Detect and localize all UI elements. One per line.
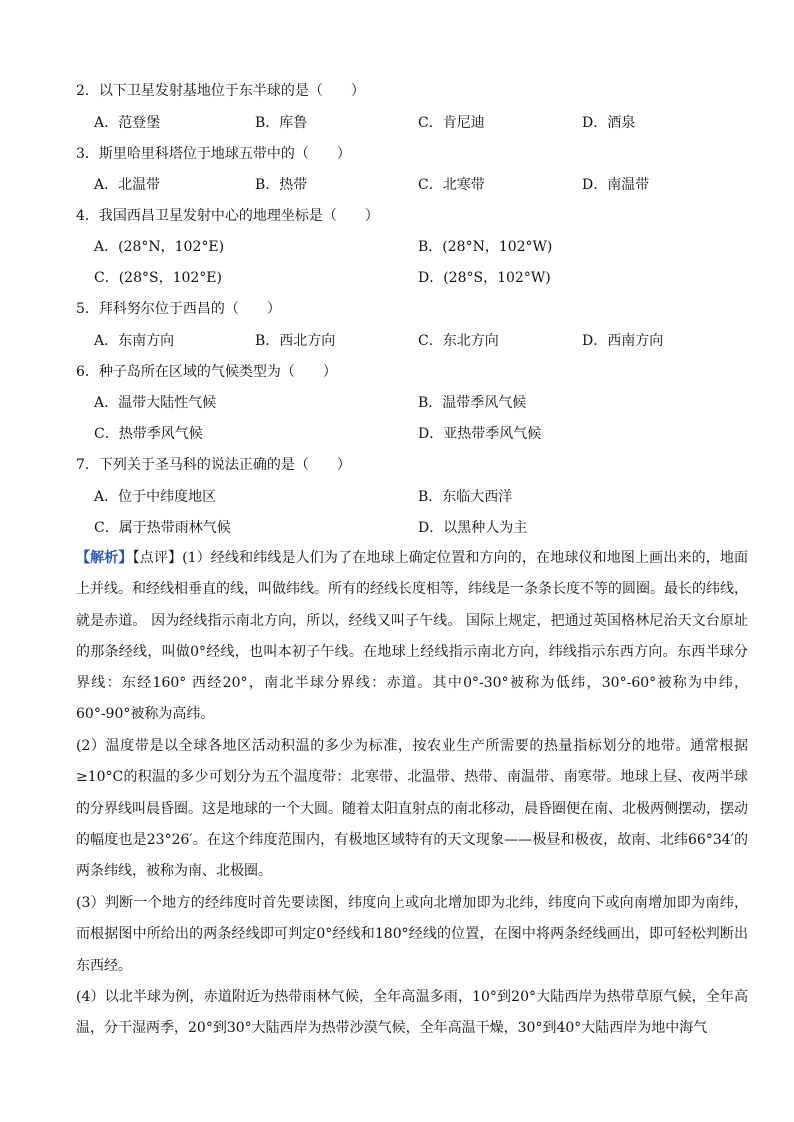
question-5-option-a: A．东南方向 (94, 333, 175, 349)
analysis-tag: 【解析】 (76, 550, 133, 566)
question-4-stem: 4．我国西昌卫星发射中心的地理坐标是（ ） (76, 208, 379, 224)
question-4-option-c: C．(28°S，102°E) (94, 270, 222, 286)
question-7-option-d: D．以黑种人为主 (418, 520, 528, 536)
analysis-paragraph-2-text: (2）温度带是以全球各地区活动积温的多少为标准，按农业生产所需要的热量指标划分的地带。通常根据≥10°C的积温的多少可划分为五个温度带：北寒带、北温带、热带、南温带、南寒带。地球上昼、夜两半球的分界线叫晨昏圈。这是地球的一个大圆。随着太阳直射点的南北移动，晨昏圈便在南、北极两侧摆动，摆动的幅度也是23°26′。在这个纬度范围内，有极地区域特有的天文现象——极昼和极夜，故南、北纬66°34′的两条纬线，被称为南、北极圈。 (76, 738, 748, 880)
analysis-paragraph-4 (76, 982, 748, 1045)
question-7-option-a: A．位于中纬度地区 (94, 489, 217, 505)
question-2-option-c: C．肯尼迪 (418, 115, 485, 131)
question-4-option-a: A．(28°N，102°E) (94, 239, 225, 255)
question-6-option-b: B．温带季风气候 (418, 395, 527, 411)
question-2-option-b: B．库鲁 (255, 115, 308, 131)
question-4-option-d: D．(28°S，102°W) (418, 270, 551, 286)
analysis-paragraph-1-text: (1）经线和纬线是人们为了在地球上确定位置和方向的，在地球仪和地图上画出来的，地面上并线。和经线相垂直的线，叫做纬线。所有的经线长度相等，纬线是一条条长度不等的圆圈。最长的纬线，就是赤道。 因为经线指示南北方向，所以，经线又叫子午线。 国际上规定，把通过英国格林尼治天文台原址的那条经线，叫做0°经线，也叫本初子午线。在地球上经线指示南北方向，纬线指示东西方向。东西半球分界线：东经160° 西经20°，南北半球分界线：赤道。其中0°-30°被称为低纬，30°-60°被称为中纬，60°-90°被称为高纬。 (76, 550, 749, 723)
question-7-option-c: C．属于热带雨林气候 (94, 520, 231, 536)
question-6-stem: 6．种子岛所在区域的气候类型为（ ） (76, 364, 337, 380)
analysis-paragraph-3 (76, 888, 748, 982)
question-3-stem: 3．斯里哈里科塔位于地球五带中的（ ） (76, 146, 351, 162)
analysis-paragraph-4-text: (4）以北半球为例，赤道附近为热带雨林气候，全年高温多雨，10°到20°大陆西岸为热带草原气候，全年高温，分干湿两季，20°到30°大陆西岸为热带沙漠气候，全年高温干燥，30°到40°大陆西岸为地中海气 (76, 989, 748, 1037)
question-5-option-c: C．东北方向 (418, 333, 499, 349)
question-6-option-d: D．亚热带季风气候 (418, 426, 542, 442)
question-2-option-d: D．酒泉 (582, 115, 636, 131)
question-2-stem: 2．以下卫星发射基地位于东半球的是（ ） (76, 83, 365, 99)
question-3-option-c: C．北寒带 (418, 177, 485, 193)
comment-tag: 【点评】 (132, 550, 183, 566)
question-5-option-b: B．西北方向 (255, 333, 336, 349)
analysis-paragraph-1 (76, 543, 748, 731)
question-3-option-a: A．北温带 (94, 177, 161, 193)
question-2-option-a: A．范登堡 (94, 115, 161, 131)
question-6-option-a: A．温带大陆性气候 (94, 395, 217, 411)
question-6-option-c: C．热带季风气候 (94, 426, 203, 442)
question-5-stem: 5．拜科努尔位于西昌的（ ） (76, 301, 281, 317)
question-3-option-b: B．热带 (255, 177, 308, 193)
question-5-option-d: D．西南方向 (582, 333, 664, 349)
question-7-stem: 7．下列关于圣马科的说法正确的是（ ） (76, 457, 351, 473)
question-4-option-b: B．(28°N，102°W) (418, 239, 553, 255)
analysis-paragraph-2 (76, 731, 748, 887)
analysis-paragraph-3-text: (3）判断一个地方的经纬度时首先要读图，纬度向上或向北增加即为北纬，纬度向下或向南增加即为南纬，而根据图中所给出的两条经线即可判定0°经线和180°经线的位置，在图中将两条经线画出，即可轻松判断出东西经。 (76, 895, 748, 974)
question-3-option-d: D．南温带 (582, 177, 650, 193)
question-7-option-b: B．东临大西洋 (418, 489, 513, 505)
